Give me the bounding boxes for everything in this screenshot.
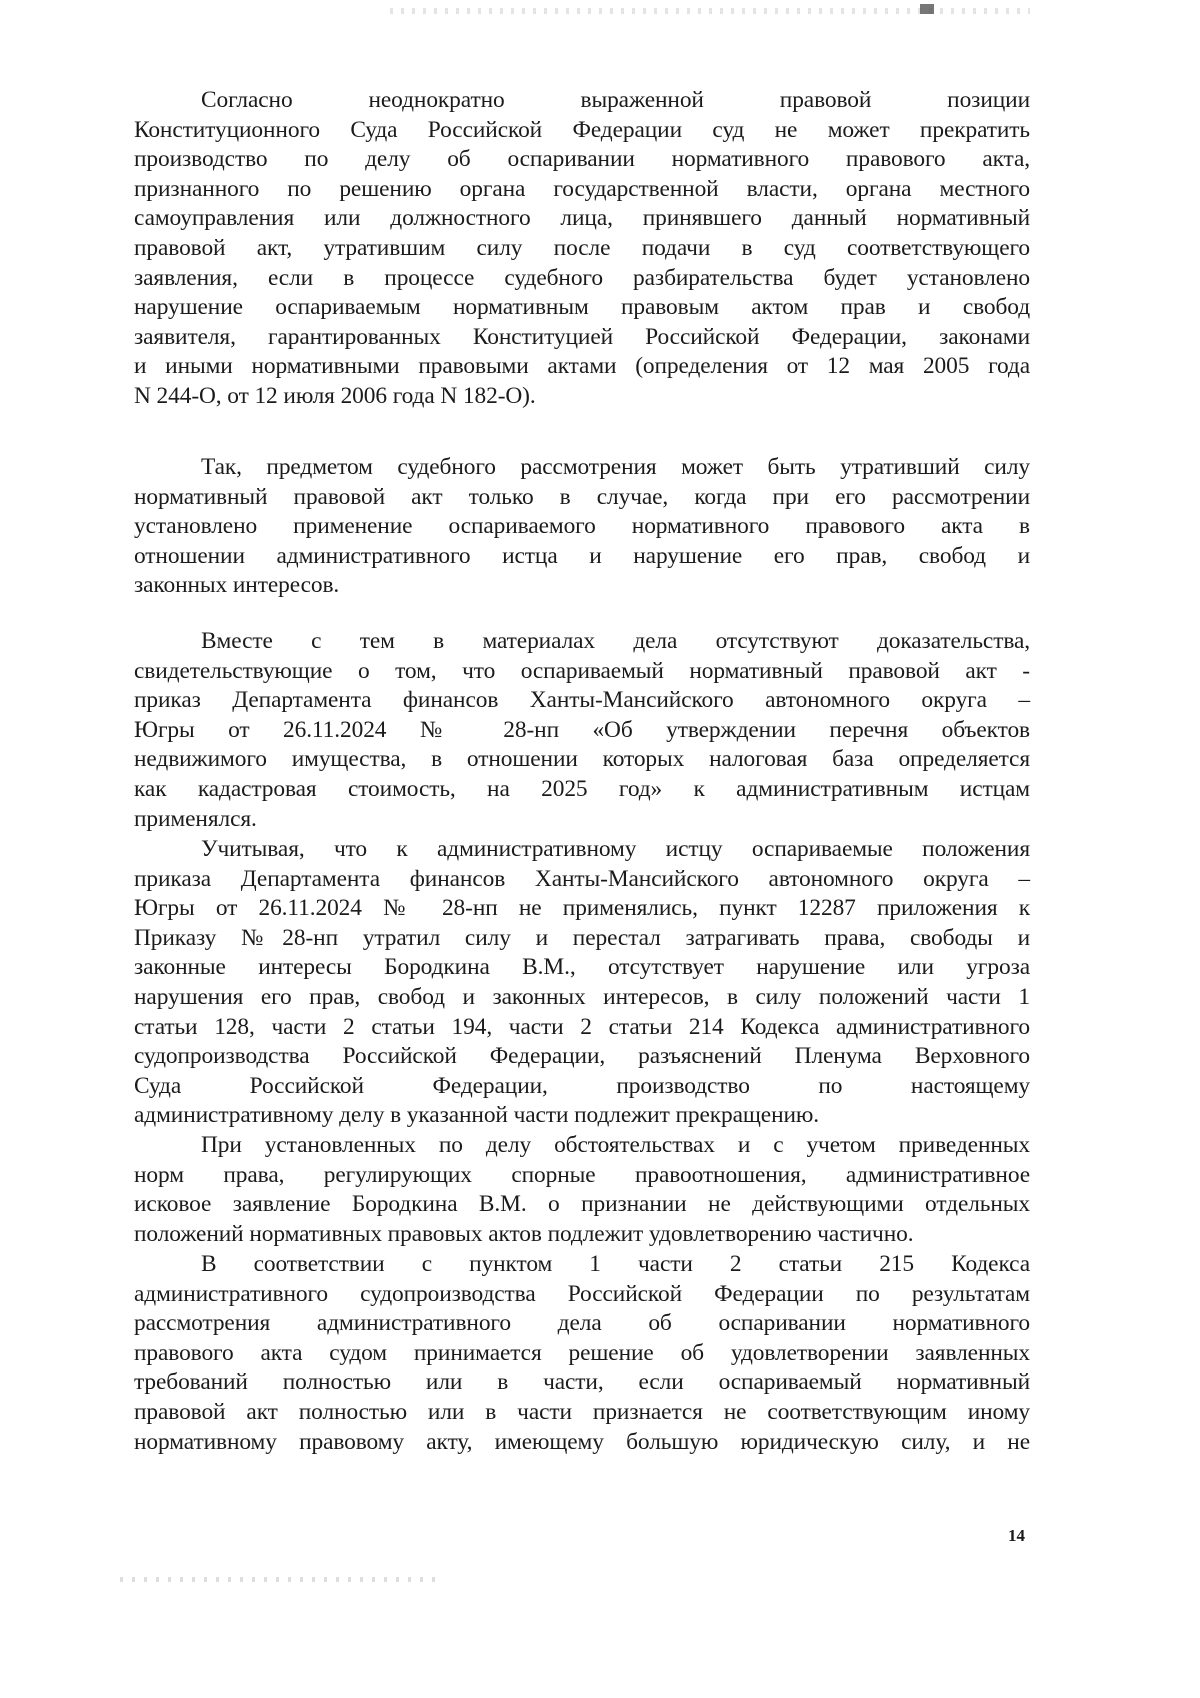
text-line: исковое заявление Бородкина В.М. о признании не действующими отдельных (134, 1191, 1030, 1218)
paragraph-1 (134, 86, 1030, 412)
text-line: положений нормативных правовых актов подлежит удовлетворению частично. (134, 1220, 914, 1247)
text-line: применялся. (134, 805, 257, 832)
text-line: нормативный правовой акт только в случае, когда при его рассмотрении (134, 483, 1030, 510)
paragraph-2 (134, 453, 1030, 601)
text-line: нормативному правовому акту, имеющему большую юридическую силу, и не (134, 1428, 1030, 1455)
text-line: Югры от 26.11.2024 № 28-нп «Об утверждении перечня объектов (134, 716, 1030, 743)
text-line: При установленных по делу обстоятельствах и с учетом приведенных (201, 1132, 1030, 1158)
text-line: Суда Российской Федерации, производство по настоящему (134, 1072, 1030, 1099)
scan-noise-bottom (120, 1577, 440, 1582)
text-line: правовой акт, утратившим силу после подачи в суд соответствующего (134, 234, 1030, 261)
paragraph-6 (134, 1250, 1030, 1457)
text-line: правовой акт полностью или в части признается не соответствующим иному (134, 1398, 1030, 1425)
text-line: признанного по решению органа государственной власти, органа местного (134, 175, 1030, 202)
text-line: приказ Департамента финансов Ханты-Мансийского автономного округа – (134, 687, 1030, 714)
text-line: и иными нормативными правовыми актами (определения от 12 мая 2005 года (134, 353, 1030, 380)
text-line: Так, предметом судебного рассмотрения может быть утративший силу (201, 454, 1030, 480)
text-line: Югры от 26.11.2024 № 28-нп не применялись, пункт 12287 приложения к (134, 895, 1030, 922)
text-line: административного судопроизводства Российской Федерации по результатам (134, 1280, 1030, 1307)
text-line: N 244-О, от 12 июля 2006 года N 182-О). (134, 382, 536, 409)
scan-mark-top (920, 4, 934, 14)
text-line: нарушения его прав, свобод и законных интересов, в силу положений части 1 (134, 983, 1030, 1010)
text-line: законные интересы Бородкина В.М., отсутствует нарушение или угроза (134, 954, 1030, 981)
text-line: рассмотрения административного дела об оспаривании нормативного (134, 1310, 1030, 1337)
paragraph-5 (134, 1131, 1030, 1249)
text-line: заявления, если в процессе судебного разбирательства будет установлено (134, 264, 1030, 291)
text-line: требований полностью или в части, если оспариваемый нормативный (134, 1369, 1030, 1396)
text-line: самоуправления или должностного лица, принявшего данный нормативный (134, 205, 1030, 232)
paragraph-3 (134, 627, 1030, 834)
text-line: правового акта судом принимается решение об удовлетворении заявленных (134, 1339, 1030, 1366)
text-line: производство по делу об оспаривании нормативного правового акта, (134, 146, 1030, 173)
text-line: недвижимого имущества, в отношении которых налоговая база определяется (134, 746, 1030, 773)
scan-noise-top (390, 8, 1030, 14)
text-line: норм права, регулирующих спорные правоотношения, административное (134, 1161, 1030, 1188)
text-line: административному делу в указанной части подлежит прекращению. (134, 1102, 820, 1129)
text-line: статьи 128, части 2 статьи 194, части 2 статьи 214 Кодекса административного (134, 1013, 1030, 1040)
text-line: Вместе с тем в материалах дела отсутствуют доказательства, (201, 628, 1030, 654)
text-line: нарушение оспариваемым нормативным правовым актом прав и свобод (134, 294, 1030, 321)
page-number: 14 (1008, 1526, 1025, 1545)
text-line: отношении административного истца и нарушение его прав, свобод и (134, 542, 1030, 569)
text-line: законных интересов. (134, 572, 340, 599)
text-line: как кадастровая стоимость, на 2025 год» к административным истцам (134, 775, 1030, 802)
text-line: приказа Департамента финансов Ханты-Мансийского автономного округа – (134, 865, 1030, 892)
text-line: Конституционного Суда Российской Федерации суд не может прекратить (134, 116, 1030, 143)
text-line: заявителя, гарантированных Конституцией Российской Федерации, законами (134, 323, 1030, 350)
text-line: свидетельствующие о том, что оспариваемый нормативный правовой акт - (134, 657, 1030, 684)
text-line: Согласно неоднократно выраженной правовой позиции (201, 87, 1030, 113)
text-line: установлено применение оспариваемого нормативного правового акта в (134, 513, 1030, 540)
text-line: В соответствии с пунктом 1 части 2 статьи 215 Кодекса (201, 1251, 1030, 1277)
text-line: судопроизводства Российской Федерации, разъяснений Пленума Верховного (134, 1043, 1030, 1070)
paragraph-4 (134, 835, 1030, 1131)
text-line: Учитывая, что к административному истцу оспариваемые положения (201, 836, 1030, 862)
text-line: Приказу №28-нп утратил силу и перестал затрагивать права, свободы и (134, 924, 1030, 951)
